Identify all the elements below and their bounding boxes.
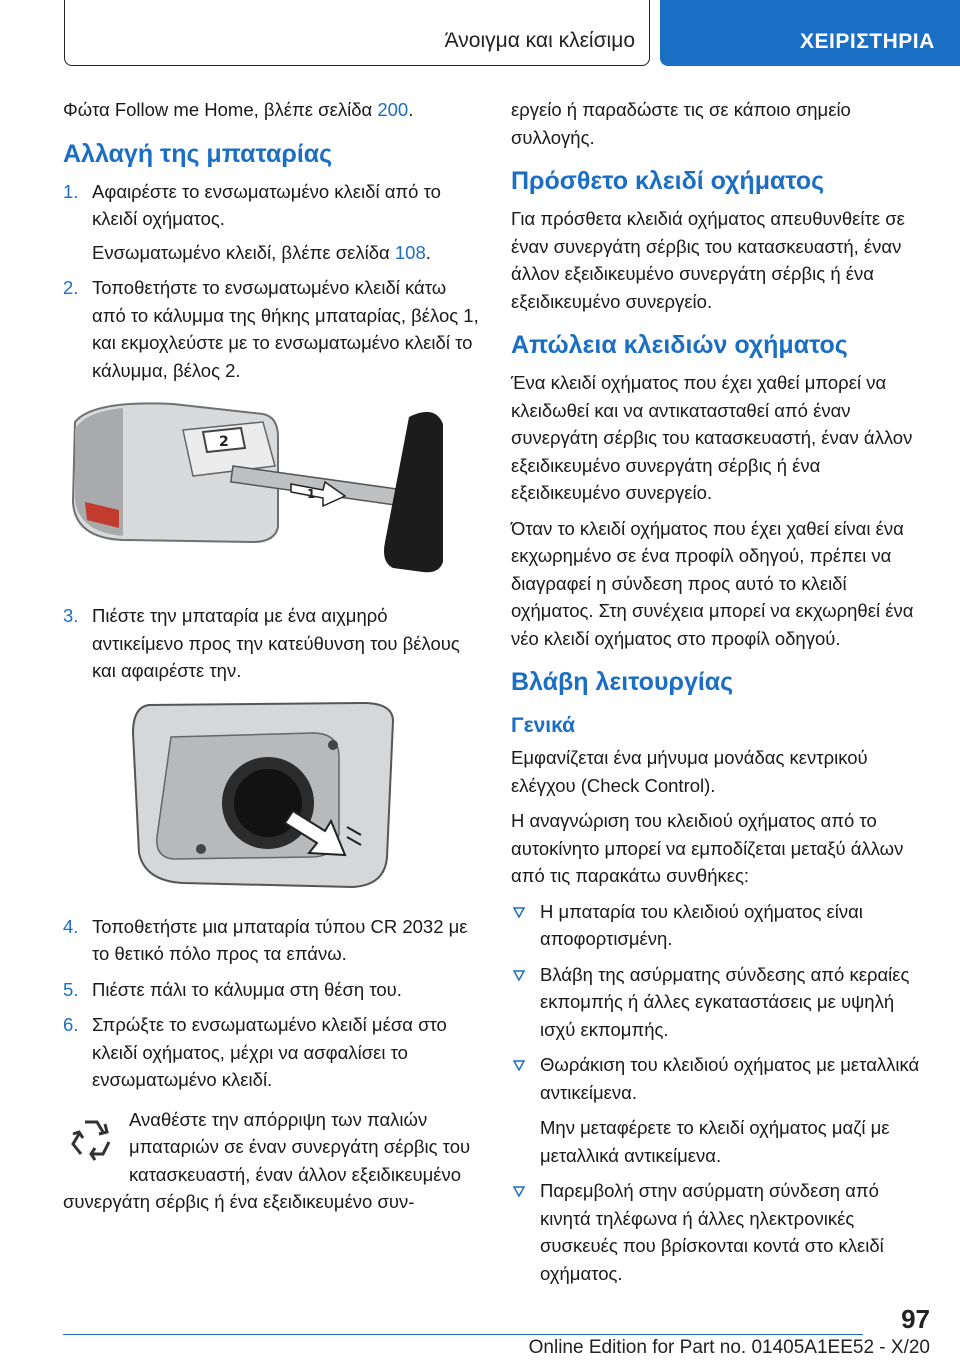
- bullet-note: Μην μεταφέρετε το κλειδί οχήματος μαζί με μεταλλικά αντικείμενα.: [540, 1117, 890, 1166]
- bullet-item: Θωράκιση του κλειδιού οχήματος με μεταλλικά αντικείμενα.: [511, 1051, 931, 1106]
- battery-removal-figure: [63, 693, 479, 893]
- step-4: 4. Τοποθετήστε μια μπαταρία τύπου CR 2032 με το θετικό πόλο προς τα επάνω.: [63, 915, 468, 964]
- environment-text: Αναθέστε την απόρριψη των παλιών μπαταριών σε έναν συνεργάτη σέρβις του κατασκευαστή, έναν άλλον εξειδικευμένο συνεργάτη σέρβις ή ένα εξειδικευμένο συν-: [63, 1108, 471, 1212]
- arrow-label-1: 1: [307, 487, 316, 501]
- triangle-bullet-icon: [513, 1059, 525, 1071]
- right-column: [511, 96, 931, 1295]
- step-1-note: Ενσωματωμένο κλειδί, βλέπε σελίδα 108.: [92, 241, 431, 263]
- page-number: 97: [901, 1304, 930, 1334]
- general-paragraph-2: Η αναγνώριση του κλειδιού οχήματος από το αυτοκίνητο μπορεί να εμποδίζεται μεταξύ άλλων από τις παρακάτω συνθήκες:: [511, 810, 904, 886]
- triangle-bullet-icon: [513, 1185, 525, 1197]
- general-paragraph-1: Εμφανίζεται ένα μήνυμα μονάδας κεντρικού ελέγχου (Check Control).: [511, 747, 868, 796]
- chapter-title: ΧΕΙΡΙΣΤΗΡΙΑ: [800, 30, 935, 53]
- page-link-200[interactable]: 200: [377, 99, 409, 120]
- continued-text: εργείο ή παραδώστε τις σε κάποιο σημείο συλλογής.: [511, 99, 851, 148]
- heading-extra-key: Πρόσθετο κλειδί οχήματος: [511, 167, 825, 195]
- step-6: 6. Σπρώξτε το ενσωματωμένο κλειδί μέσα στο κλειδί οχήματος, μέχρι να ασφαλίσει το ενσωματωμένο κλειδί.: [63, 1014, 447, 1090]
- header-chapter-tab[interactable]: [660, 0, 960, 66]
- step-5: 5. Πιέστε πάλι το κάλυμμα στη θέση του.: [63, 978, 402, 1000]
- step-3: 3. Πιέστε την μπαταρία με ένα αιχμηρό αντικείμενο προς την κατεύθυνση του βέλους και αφαιρέστε την.: [63, 605, 460, 681]
- triangle-bullet-icon: [513, 906, 525, 918]
- heading-battery-change: Αλλαγή της μπαταρίας: [63, 139, 333, 168]
- arrow-label-2: 2: [219, 434, 229, 450]
- page-link-108[interactable]: 108: [394, 241, 426, 263]
- step-2: 2. Τοποθετήστε το ενσωματωμένο κλειδί κάτω από το κάλυμμα της θήκης μπαταρίας, βέλος 1, και εκμοχλεύστε με το ενσωματωμένο κλειδί το κάλυμμα, βέλος 2.: [63, 277, 479, 381]
- footer-divider: [63, 1334, 863, 1335]
- header-section-box: [64, 0, 650, 66]
- recycling-icon: [63, 1112, 119, 1168]
- heading-general: Γενικά: [511, 714, 576, 737]
- bullet-item: Βλάβη της ασύρματης σύνδεσης από κεραίες εκπομπής ή άλλες εγκαταστάσεις με υψηλή ισχύ εκπομπής.: [511, 961, 931, 1044]
- heading-malfunction: Βλάβη λειτουργίας: [511, 668, 734, 696]
- section-title: Άνοιγμα και κλείσιμο: [444, 29, 635, 52]
- footer-edition: Online Edition for Part no. 01405A1EE52 - X/20: [528, 1337, 930, 1358]
- extra-key-paragraph: Για πρόσθετα κλειδιά οχήματος απευθυνθείτε σε έναν συνεργάτη σέρβις του κατασκευαστή, έναν άλλον εξειδικευμένο συνεργάτη σέρβις ή ένα εξειδικευμένο συνεργείο.: [511, 208, 905, 312]
- bullet-item: Η μπαταρία του κλειδιού οχήματος είναι αποφορτισμένη.: [511, 898, 931, 953]
- left-column: [63, 96, 479, 1216]
- key-loss-paragraph-1: Ένα κλειδί οχήματος που έχει χαθεί μπορεί να κλειδωθεί και να αντικατασταθεί από έναν συνεργάτη σέρβις του κατασκευαστή, έναν άλλον εξειδικευμένο συνεργάτη σέρβις ή ένα εξειδικευμένο συνεργείο.: [511, 372, 913, 503]
- key-cover-figure: [63, 392, 479, 582]
- bullet-item: Παρεμβολή στην ασύρματη σύνδεση από κινητά τηλέφωνα ή άλλες ηλεκτρονικές συσκευές που βρίσκονται κοντά στο κλειδί οχήματος.: [511, 1177, 931, 1287]
- environment-note: [63, 1106, 479, 1216]
- heading-key-loss: Απώλεια κλειδιών οχήματος: [511, 331, 848, 359]
- intro-paragraph: Φώτα Follow me Home, βλέπε σελίδα 200.: [63, 99, 414, 120]
- triangle-bullet-icon: [513, 969, 525, 981]
- step-1: 1. Αφαιρέστε το ενσωματωμένο κλειδί από το κλειδί οχήματος.: [63, 180, 441, 229]
- key-loss-paragraph-2: Όταν το κλειδί οχήματος που έχει χαθεί είναι ένα εκχωρημένο σε ένα προφίλ οδηγού, πρέπει να διαγραφεί η σύνδεση προς αυτό το κλειδί οχήματος. Στη συνέχεια μπορεί να εκχωρηθεί ένα νέο κλειδί οχήματος στο προφίλ οδηγού.: [511, 517, 914, 649]
